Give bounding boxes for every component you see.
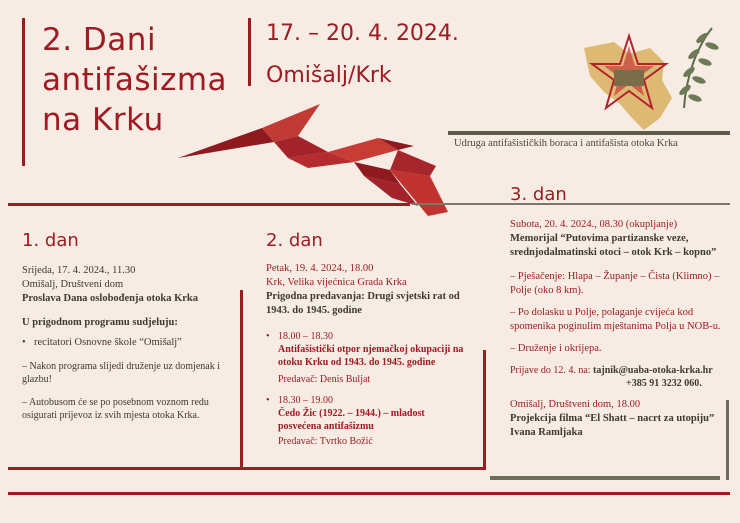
day1-heading: 1. dan	[22, 230, 79, 251]
dates-bar	[248, 18, 251, 86]
day3-content	[510, 218, 725, 440]
event-dates: 17. – 20. 4. 2024.	[266, 21, 459, 46]
day1-event: Proslava Dana oslobođenja otoka Krka	[22, 293, 198, 304]
day1-program-item: • recitatori Osnovne škole “Omišalj”	[22, 336, 236, 350]
day1-content	[22, 264, 236, 422]
day3-social: – Druženje i okrijepa.	[510, 343, 602, 354]
day1-venue: Omišalj, Društveni dom	[22, 279, 124, 290]
day3-date-time: Subota, 20. 4. 2024., 08.30 (okupljanje)	[510, 219, 678, 230]
registration-label: Prijave do 12. 4. na:	[510, 365, 591, 376]
talk-title: Čedo Žic (1922. – 1944.) – mladost posvećena antifašizmu	[278, 408, 425, 432]
day2-content	[266, 262, 480, 318]
day2-venue: Krk, Velika vijećnica Grada Krka	[266, 277, 407, 288]
talk-speaker: Predavač: Denis Buljat	[278, 374, 371, 385]
day1-date-time: Srijeda, 17. 4. 2024., 11.30	[22, 265, 136, 276]
organization-name: Udruga antifašističkih boraca i antifašista otoka Krka	[454, 138, 678, 149]
day3-event: Memorijal “Putovima partizanske veze, srednjodalmatinski otoci – otok Krk – kopno”	[510, 233, 717, 258]
day3-route: – Pješačenje: Hlapa – Županje – Čista (Klimno) – Polje (oko 8 km).	[510, 271, 720, 296]
day3-film-venue: Omišalj, Društveni dom, 18.00	[510, 399, 641, 410]
talk-title: Antifašistički otpor njemačkoj okupaciji na otoku Krku od 1943. do 1945. godine	[278, 344, 464, 368]
event-place: Omišalj/Krk	[266, 63, 392, 88]
title-bar	[22, 18, 25, 166]
day1-program-intro: U prigodnom programu sudjeluju:	[22, 317, 178, 328]
day2-heading: 2. dan	[266, 230, 323, 251]
divider-day1-top	[8, 203, 410, 206]
day3-ceremony: – Po dolasku u Polje, polaganje cvijeća kod spomenika poginulim mještanima Polja u NOB-u.	[510, 307, 721, 332]
registration-phone: +385 91 3232 060.	[626, 378, 702, 389]
day1-note-reception: – Nakon programa slijedi druženje uz domjenak i glazbu!	[22, 361, 220, 385]
registration-email[interactable]: tajnik@uaba-otoka-krka.hr	[593, 365, 713, 376]
divider-day3-bottom	[490, 476, 720, 480]
day3-film-title: Projekcija filma “El Shatt – nacrt za utopiju” Ivana Ramljaka	[510, 413, 715, 438]
divider-day2-bottom	[240, 467, 483, 470]
divider-day3-right	[726, 400, 729, 480]
day3-heading: 3. dan	[510, 184, 567, 205]
day2-talk-2	[266, 394, 466, 448]
day1-note-bus: – Autobusom će se po posebnom voznom redu osigurati prijevoz iz svih mjesta otoka Krka.	[22, 397, 209, 421]
talk-speaker: Predavač: Tvrtko Božić	[278, 436, 373, 447]
day2-talk-1	[266, 330, 466, 386]
title-line-2: antifašizma	[42, 62, 228, 98]
divider-day1-day2	[240, 290, 243, 470]
day2-event: Prigodna predavanja: Drugi svjetski rat od 1943. do 1945. godine	[266, 291, 460, 316]
day2-talks	[266, 330, 466, 448]
day3-registration	[510, 364, 725, 390]
divider-day1-bottom	[8, 467, 240, 470]
day1-program-list	[22, 336, 236, 350]
talk-time: • 18.30 – 19.00	[278, 395, 333, 406]
day2-date-time: Petak, 19. 4. 2024., 18.00	[266, 263, 374, 274]
organization-logo	[574, 18, 724, 136]
talk-time: • 18.00 – 18.30	[278, 331, 333, 342]
divider-footer	[8, 492, 730, 495]
divider-right-top	[412, 203, 730, 205]
divider-day2-day3	[483, 350, 486, 470]
title-line-1: 2. Dani	[42, 22, 157, 58]
organization-rule	[448, 131, 730, 135]
title-line-3: na Krku	[42, 102, 164, 138]
